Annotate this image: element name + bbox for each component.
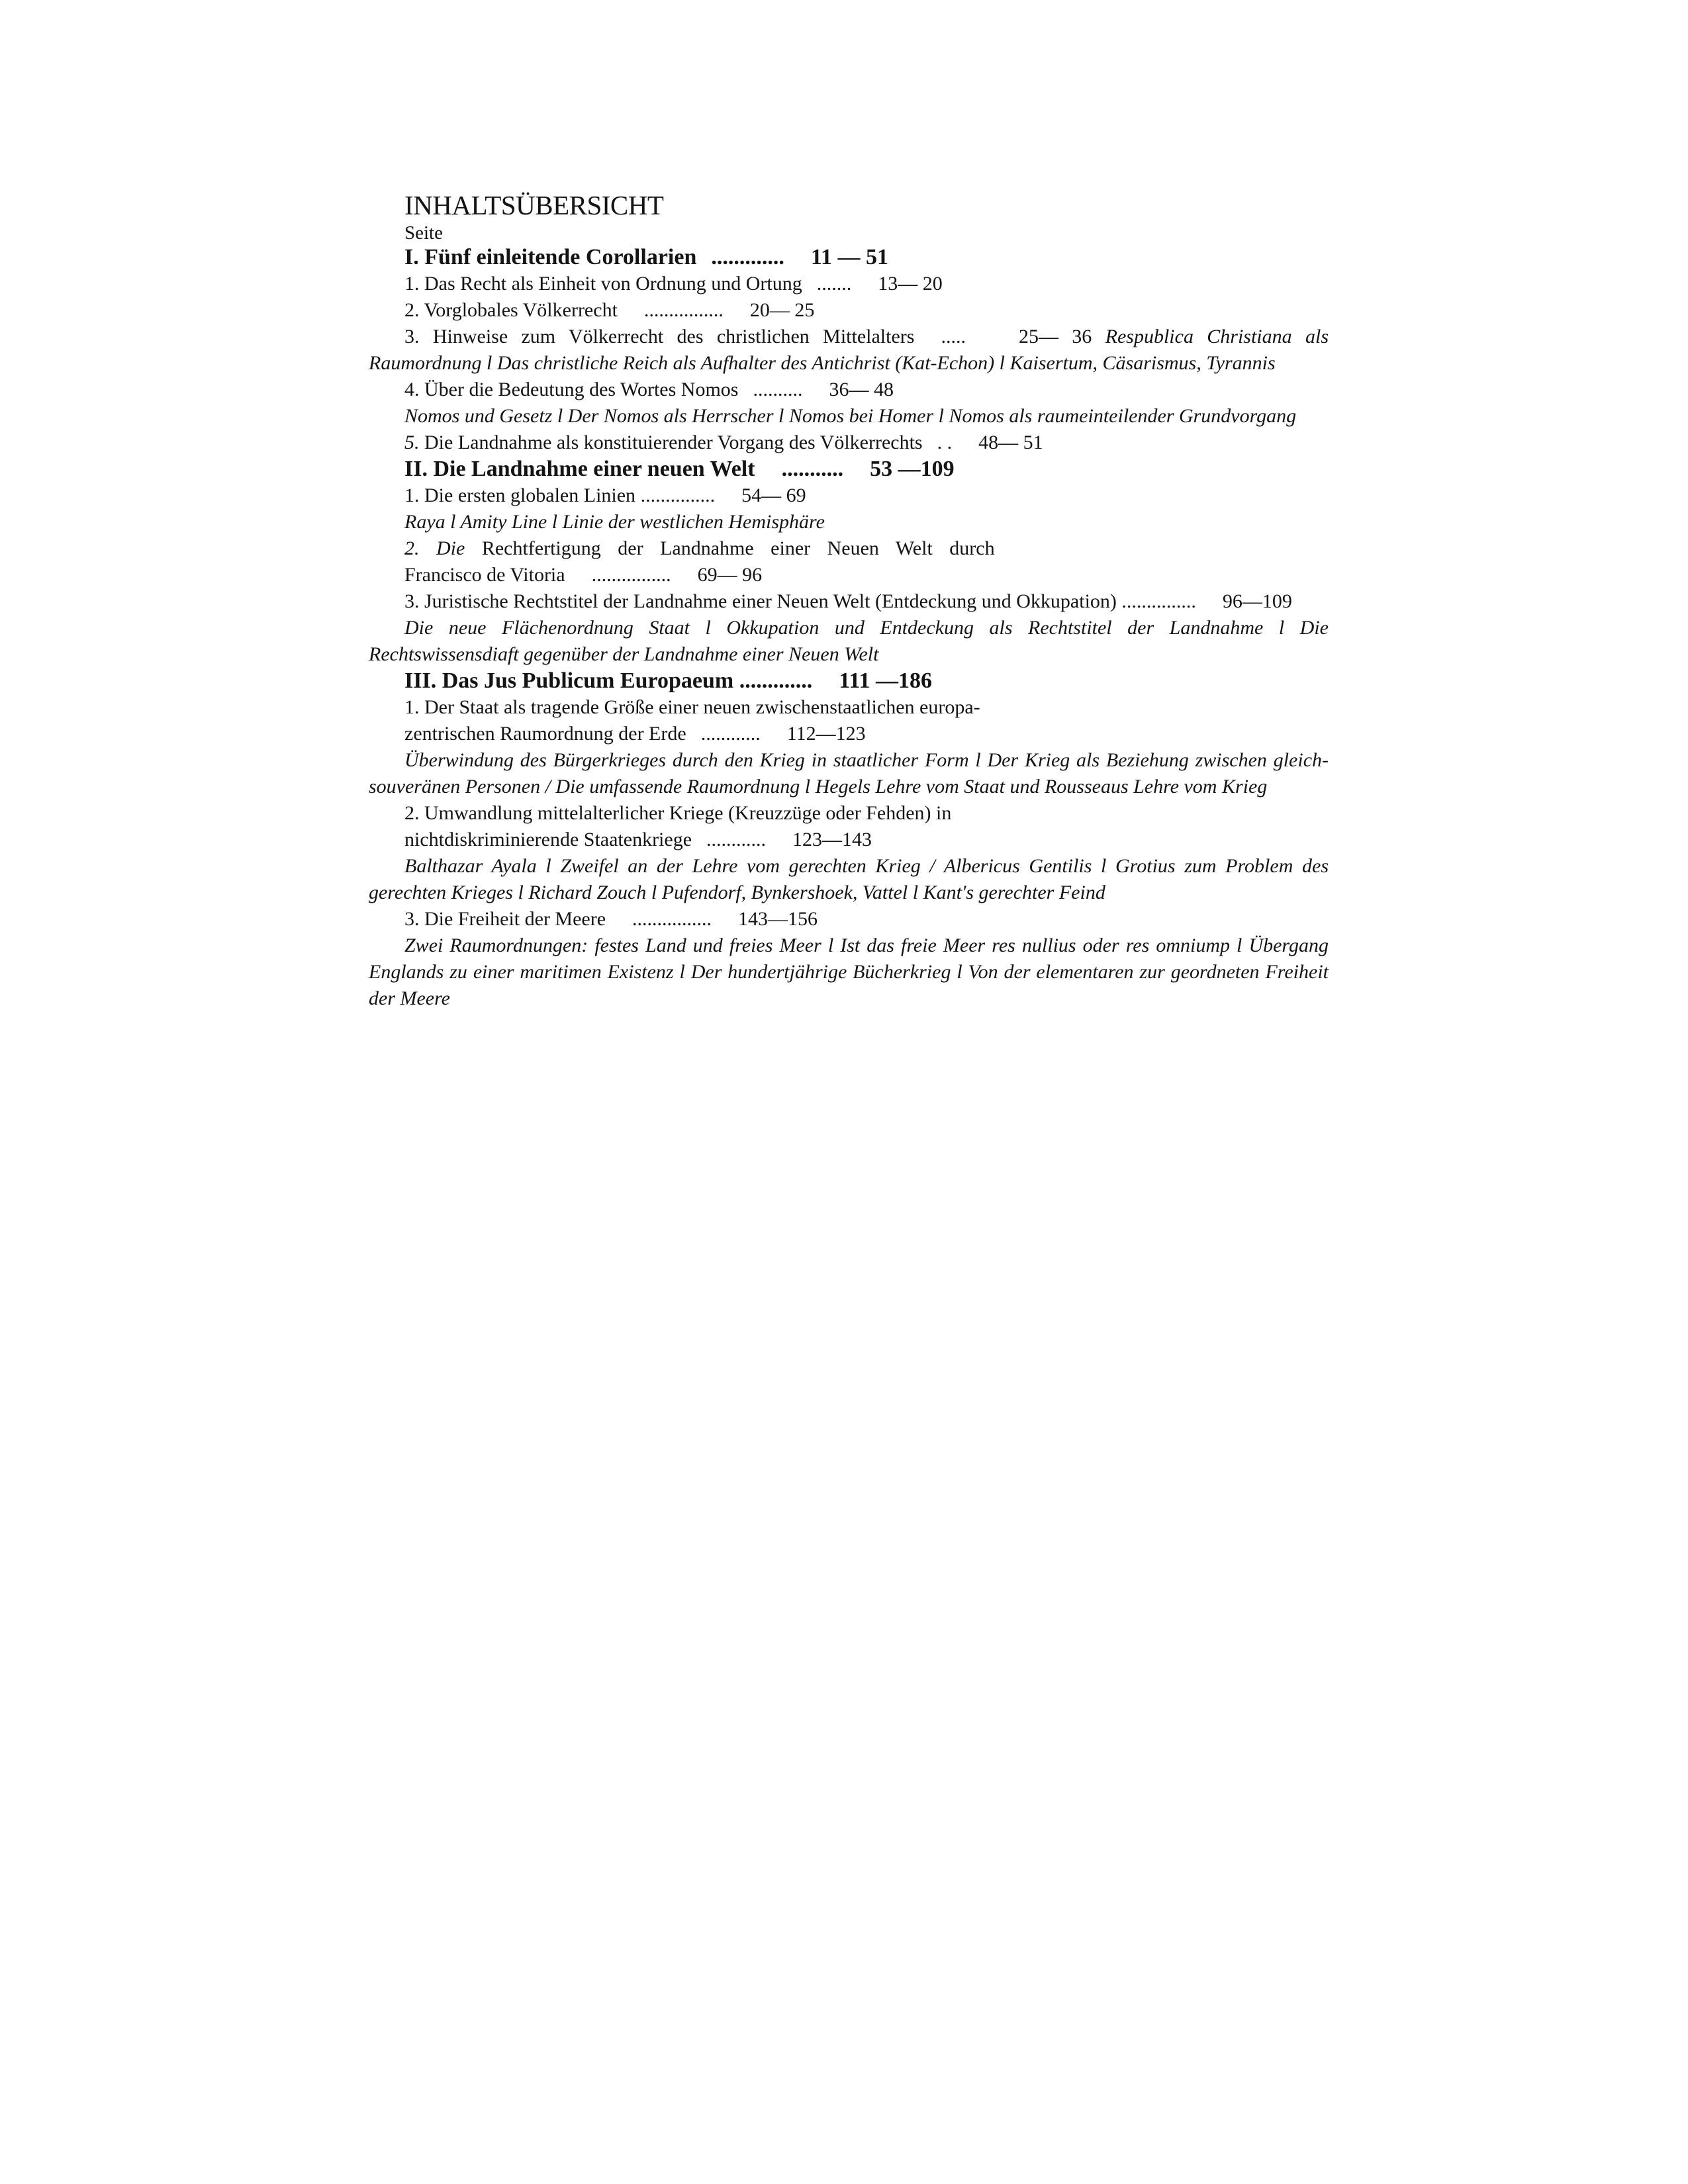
toc-entry-3-2 (369, 800, 1329, 827)
section-heading-1 (369, 244, 1329, 271)
toc-text-fragment: ............... (640, 484, 716, 506)
toc-text-fragment: ............... (1121, 590, 1196, 612)
toc-text-fragment: ............ (700, 723, 761, 745)
toc-text-fragment: 3. Juristische Rechtstitel der Landnahme einer Neuen Welt (Entdeckung und Okkupation) (404, 590, 1117, 612)
toc-text-fragment: 3. Die Freiheit der Meere (404, 908, 606, 930)
section-heading-3 (369, 668, 1329, 694)
toc-entry-2-1-description: Raya l Amity Line l Linie der westlichen Hemisphäre (404, 511, 825, 533)
toc-entry-2-3-description: Die neue Flächenordnung Staat l Okkupation und Entdeckung als Rechtstitel der Landnahme l Die Rechtswissensdiaft gegenüber der Landnahme einer Neuen Welt (369, 617, 1329, 665)
toc-entry-1-3-description: Respublica Christiana als Raumordnung l Das christliche Reich als Aufhalter des Antichrist (Kat-Echon) l Kaisertum, Cäsarismus, Tyrannis (369, 326, 1329, 374)
toc-entry-3-2-continued (369, 827, 1329, 853)
toc-text-fragment: 53 —109 (870, 457, 955, 481)
toc-text-fragment: ..... (941, 326, 966, 347)
toc-entry-3-2-description: Balthazar Ayala l Zweifel an der Lehre vom gerechten Krieg / Albericus Gentilis l Grotius zum Problem des gerechten Krieges l Richard Zouch l Pufendorf, Bynkershoek, Vattel l Kant's gerechter Feind (369, 855, 1329, 903)
toc-text-fragment: 48— 51 (978, 432, 1043, 453)
table-of-contents (369, 187, 1329, 1012)
toc-entry-1-3 (369, 324, 1329, 377)
toc-text-fragment: 1. Der Staat als tragende Größe einer neuen zwischenstaatlichen europa- (404, 696, 980, 718)
toc-entry-1-4 (369, 377, 1329, 403)
toc-text-fragment: Die Landnahme als konstituierender Vorgang des Völkerrechts (424, 432, 923, 453)
toc-text-fragment: 5. (404, 432, 420, 453)
toc-entry-3-3 (369, 906, 1329, 933)
toc-text-fragment: .......... (753, 379, 803, 400)
toc-entry-3-1-continued (369, 721, 1329, 747)
toc-text-fragment: 112—123 (786, 723, 866, 745)
toc-text-fragment: III. Das Jus Publicum Europaeum (404, 668, 734, 693)
toc-text-fragment: 25— 36 (1018, 326, 1092, 347)
toc-text-fragment: 20— 25 (749, 299, 815, 321)
toc-text-fragment: ................ (632, 908, 712, 930)
toc-text-fragment: 54— 69 (741, 484, 806, 506)
toc-text-fragment: 111 —186 (839, 668, 932, 693)
toc-text-fragment: nichtdiskriminierende Staatenkriege (404, 829, 692, 850)
toc-text-fragment: 143—156 (738, 908, 818, 930)
toc-entry-3-1 (369, 694, 1329, 721)
toc-text-fragment: 36— 48 (829, 379, 894, 400)
toc-entry-1-2 (369, 297, 1329, 324)
toc-text-fragment: ....... (816, 273, 852, 295)
toc-text-fragment: ............. (711, 245, 784, 269)
toc-text-fragment: ................ (591, 564, 671, 586)
toc-text-fragment: I. Fünf einleitende Corollarien (404, 245, 697, 269)
toc-entry-2-2-continued (369, 562, 1329, 588)
toc-text-fragment: . . (937, 432, 953, 453)
toc-text-fragment: Rechtfertigung der Landnahme einer Neuen Welt durch (481, 537, 995, 559)
section-heading-2 (369, 456, 1329, 482)
toc-text-fragment: ................ (643, 299, 724, 321)
toc-text-fragment: 96—109 (1222, 590, 1292, 612)
toc-entry-2-3 (369, 588, 1329, 615)
toc-text-fragment: zentrischen Raumordnung der Erde (404, 723, 686, 745)
toc-text-fragment: ............. (739, 668, 813, 693)
toc-entry-1-1 (369, 271, 1329, 297)
toc-text-fragment: 2. Vorglobales Völkerrecht (404, 299, 618, 321)
toc-entry-1-4-description: Nomos und Gesetz l Der Nomos als Herrscher l Nomos bei Homer l Nomos als raumeinteilender Grundvorgang (404, 405, 1297, 427)
toc-entry-1-5 (369, 430, 1329, 456)
toc-text-fragment: Francisco de Vitoria (404, 564, 565, 586)
toc-entry-2-1 (369, 482, 1329, 509)
toc-text-fragment: 123—143 (792, 829, 872, 850)
toc-entry-2-2 (369, 535, 1329, 562)
toc-text-fragment: II. Die Landnahme einer neuen Welt (404, 457, 755, 481)
toc-text-fragment: 13— 20 (878, 273, 943, 295)
toc-text-fragment: 11 — 51 (810, 245, 888, 269)
toc-text-fragment: 69— 96 (697, 564, 763, 586)
toc-text-fragment: 1. Das Recht als Einheit von Ordnung und Ortung (404, 273, 802, 295)
toc-text-fragment: 2. Umwandlung mittelalterlicher Kriege (Kreuzzüge oder Fehden) in (404, 802, 952, 824)
toc-entry-3-3-description: Zwei Raumordnungen: festes Land und freies Meer l Ist das freie Meer res nullius oder res omniump l Übergang Englands zu einer maritimen Existenz l Der hundertjährige Bücherkrieg l Von der elementaren zur geordneten Freiheit der Meere (369, 934, 1329, 1009)
page-title: INHALTSÜBERSICHT (404, 190, 664, 220)
toc-text-fragment: 3. Hinweise zum Völkerrecht des christlichen Mittelalters (404, 326, 915, 347)
toc-text-fragment: 1. Die ersten globalen Linien (404, 484, 636, 506)
toc-text-fragment: 2. Die (404, 537, 465, 559)
seite-label: Seite (404, 222, 443, 244)
toc-text-fragment: ............ (706, 829, 767, 850)
toc-text-fragment: 4. Über die Bedeutung des Wortes Nomos (404, 379, 739, 400)
toc-text-fragment: ........... (781, 457, 844, 481)
toc-entry-3-1-description: Überwindung des Bürgerkrieges durch den Krieg in staatlicher Form l Der Krieg als Beziehung zwischen gleich-souveränen Personen / Die umfassende Raumordnung l Hegels Lehre vom Staat und Rousseaus Lehre vom Krieg (369, 749, 1329, 797)
